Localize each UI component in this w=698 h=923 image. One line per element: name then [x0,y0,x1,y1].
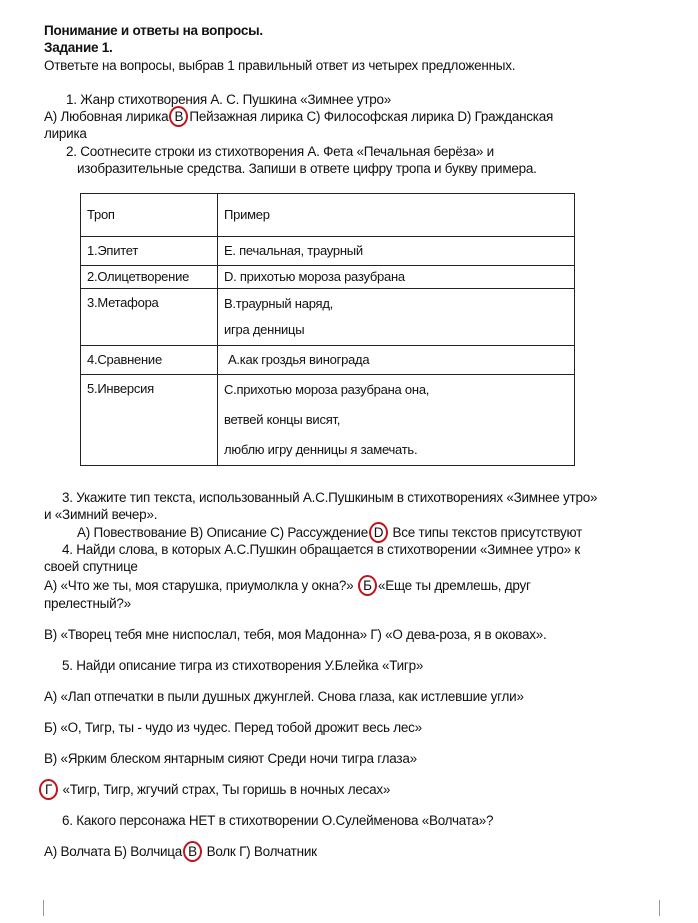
q6-question: 6. Какого персонажа НЕТ в стихотворении О.Сулейменова «Волчата»? [62,813,494,828]
example: А.как гроздья винограда [218,346,575,375]
header-example: Пример [218,194,575,237]
q5-option-c: В) «Ярким блеском янтарным сияют Среди ночи тигра глаза» [44,751,417,766]
example: Е. печальная, траурный [218,237,575,266]
tropes-table [80,193,575,466]
example: С.прихотью мороза разубрана она, [224,382,430,397]
answer-mark: В [183,841,202,862]
example: ветвей концы висят, [224,412,341,427]
table-row [81,346,575,375]
table-row [81,289,575,346]
page-corner-mark [659,900,660,916]
table-row [81,375,575,466]
q3-option-d: Все типы текстов присутствуют [392,525,583,540]
trope: 3.Метафора [81,289,218,346]
q4-line2: своей спутнице [44,559,138,574]
q4-options-cd: В) «Творец тебя мне ниспослал, тебя, моя Мадонна» Г) «О дева-роза, я в оковах». [44,627,547,642]
q6-options [44,843,317,860]
trope: 2.Олицетворение [81,266,218,289]
q3-line2: и «Зимний вечер». [44,507,158,522]
q6-options-cd: Волк Г) Волчатник [206,844,317,859]
q3-options [77,524,582,541]
task-title: Задание 1. [44,40,113,55]
table-row [81,266,575,289]
header-trope: Троп [81,194,218,237]
trope: 4.Сравнение [81,346,218,375]
answer-mark: Г [39,779,58,800]
q5-option-d-line [38,781,390,798]
q3-line1: 3. Укажите тип текста, использованный А.С.Пушкиным в стихотворениях «Зимнее утро» [62,490,598,505]
q1-options [44,108,553,125]
answer-mark: D [369,522,388,543]
q1-options-cont: лирика [44,126,87,141]
example: люблю игру денницы я замечать. [224,442,418,457]
q1-option-rest: Пейзажная лирика С) Философская лирика D) Гражданская [189,109,554,124]
q6-options-ab: А) Волчата Б) Волчица [44,844,183,859]
table-row [81,237,575,266]
q2-line2: изобразительные средства. Запиши в ответе цифру тропа и букву примера. [77,161,537,176]
answer-mark: Б [358,575,377,596]
example: игра денницы [224,322,305,337]
trope: 5.Инверсия [81,375,218,466]
q5-question: 5. Найди описание тигра из стихотворения У.Блейка «Тигр» [62,658,424,673]
page-corner-mark [43,900,44,916]
table-header [81,194,575,237]
q4-option-a: А) «Что же ты, моя старушка, приумолкла у окна?» [44,578,354,593]
example: В.траурный наряд, [224,296,334,311]
q5-option-b: Б) «О, Тигр, ты - чудо из чудес. Перед тобой дрожит весь лес» [44,720,422,735]
q1-question: 1. Жанр стихотворения А. С. Пушкина «Зимнее утро» [66,92,392,107]
instruction: Ответьте на вопросы, выбрав 1 правильный ответ из четырех предложенных. [44,58,516,73]
answer-mark: В [169,106,188,127]
q4-line1: 4. Найди слова, в которых А.С.Пушкин обращается в стихотворении «Зимнее утро» к [62,542,580,557]
trope: 1.Эпитет [81,237,218,266]
example: D. прихотью мороза разубрана [218,266,575,289]
q5-option-a: А) «Лап отпечатки в пыли душных джунглей. Снова глаза, как истлевшие угли» [44,689,524,704]
q4-option-b-cont: прелестный?» [44,596,131,611]
q2-line1: 2. Соотнесите строки из стихотворения А. Фета «Печальная берёза» и [66,144,494,159]
q5-option-d: «Тигр, Тигр, жгучий страх, Ты горишь в ночных лесах» [62,782,391,797]
section-title: Понимание и ответы на вопросы. [44,23,263,38]
q3-options-text: А) Повествование В) Описание С) Рассуждение [77,525,368,540]
q1-option-a: А) Любовная лирика [44,109,169,124]
q4-option-b: «Еще ты дремлешь, друг [377,578,531,593]
q4-options [44,577,531,594]
